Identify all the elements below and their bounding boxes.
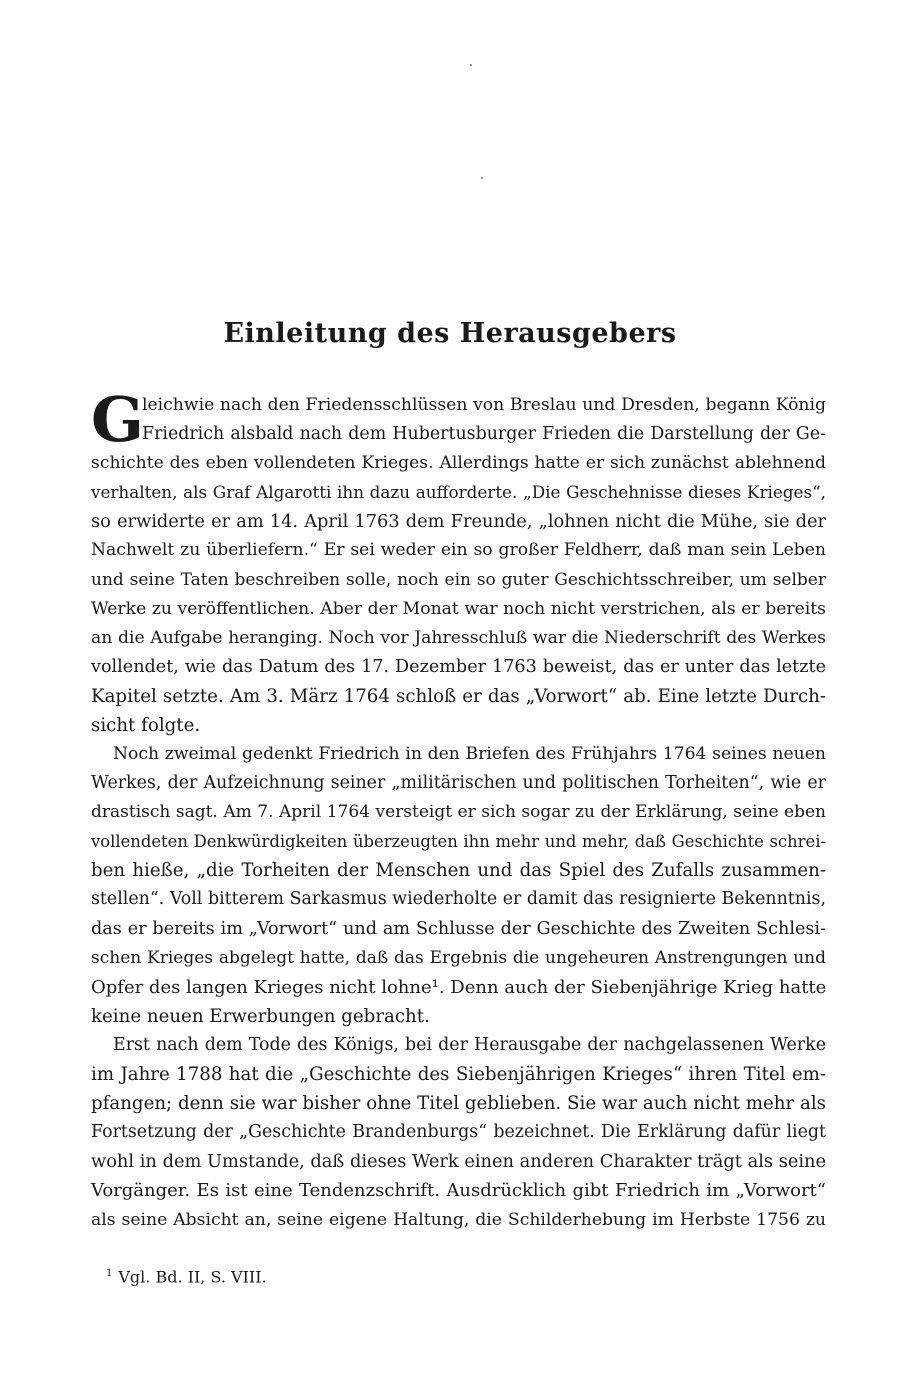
text-line: Werke zu veröffentlichen. Aber der Monat war noch nicht verstrichen, als er bereits <box>91 598 826 619</box>
text-line: Werkes, der Aufzeichnung seiner „militärischen und politischen Torheiten“, wie er <box>91 773 826 794</box>
footnote-text: Vgl. Bd. II, S. VIII. <box>118 1267 267 1287</box>
scan-speck <box>481 177 483 179</box>
paragraph-2 <box>91 740 826 1031</box>
text-line: Nachwelt zu überliefern.“ Er sei weder ein so großer Feldherr, daß man sein Leben <box>91 540 826 561</box>
text-line: im Jahre 1788 hat die „Geschichte des Siebenjährigen Krieges“ ihren Titel em- <box>91 1064 826 1086</box>
text-line: so erwiderte er am 14. April 1763 dem Freunde, „lohnen nicht die Mühe, sie der <box>91 511 826 533</box>
text-line: wohl in dem Umstande, daß dieses Werk einen anderen Charakter trägt als seine <box>91 1151 826 1173</box>
scan-speck <box>470 64 472 66</box>
text-line: schichte des eben vollendeten Krieges. Allerdings hatte er sich zunächst ablehnend <box>91 453 826 474</box>
text-line: Opfer des langen Krieges nicht lohne¹. Denn auch der Siebenjährige Krieg hatte <box>91 976 827 998</box>
text-line: ben hieße, „die Torheiten der Menschen und das Spiel des Zufalls zusammen- <box>91 860 826 882</box>
paragraph-3 <box>91 1031 826 1235</box>
footnote <box>106 1264 267 1287</box>
text-line: keine neuen Erwerbungen gebracht. <box>91 1005 430 1027</box>
text-line: Erst nach dem Tode des Königs, bei der Herausgabe der nachgelassenen Werke <box>113 1035 826 1055</box>
text-line: schen Krieges abgelegt hatte, daß das Ergebnis die ungeheuren Anstrengungen und <box>91 947 826 968</box>
text-line: verhalten, als Graf Algarotti ihn dazu aufforderte. „Die Geschehnisse dieses Krieges“, <box>91 482 826 503</box>
text-line: und seine Taten beschreiben solle, noch ein so guter Geschichtsschreiber, um selber <box>91 569 826 590</box>
text-line: als seine Absicht an, seine eigene Haltung, die Schilderhebung im Herbste 1756 zu <box>91 1209 826 1230</box>
footnote-marker: 1 <box>106 1268 113 1279</box>
text-line: Kapitel setzte. Am 3. März 1764 schloß er das „Vorwort“ ab. Eine letzte Durch- <box>91 685 826 707</box>
text-line: Friedrich alsbald nach dem Hubertusburger Frieden die Darstellung der Ge- <box>142 424 826 445</box>
text-line: vollendeten Denkwürdigkeiten überzeugten ihn mehr und mehr, daß Geschichte schrei- <box>91 832 826 852</box>
text-line: Fortsetzung der „Geschichte Brandenburgs“ bezeichnet. Die Erklärung dafür liegt <box>91 1122 826 1143</box>
text-line: das er bereits im „Vorwort“ und am Schlusse der Geschichte des Zweiten Schlesi- <box>91 918 826 939</box>
text-line: pfangen; denn sie war bisher ohne Titel geblieben. Sie war auch nicht mehr als <box>91 1093 826 1115</box>
drop-cap: G <box>91 383 144 456</box>
paragraph-1 <box>91 383 826 740</box>
text-line: sicht folgte. <box>91 715 201 737</box>
text-line: Vorgänger. Es ist eine Tendenzschrift. Ausdrücklich gibt Friedrich im „Vorwort“ <box>91 1180 826 1202</box>
text-line: an die Aufgabe heranging. Noch vor Jahresschluß war die Niederschrift des Werkes <box>91 627 826 648</box>
text-line: Noch zweimal gedenkt Friedrich in den Briefen des Frühjahrs 1764 seines neuen <box>113 744 826 764</box>
text-line: leichwie nach den Friedensschlüssen von Breslau und Dresden, begann König <box>142 395 826 415</box>
text-line: drastisch sagt. Am 7. April 1764 versteigt er sich sogar zu der Erklärung, seine eben <box>91 802 826 823</box>
text-line: stellen“. Voll bitterem Sarkasmus wiederholte er damit das resignierte Bekenntnis, <box>91 889 826 910</box>
text-line: vollendet, wie das Datum des 17. Dezember 1763 beweist, das er unter das letzte <box>91 656 826 677</box>
page-title: Einleitung des Herausgebers <box>223 318 677 349</box>
